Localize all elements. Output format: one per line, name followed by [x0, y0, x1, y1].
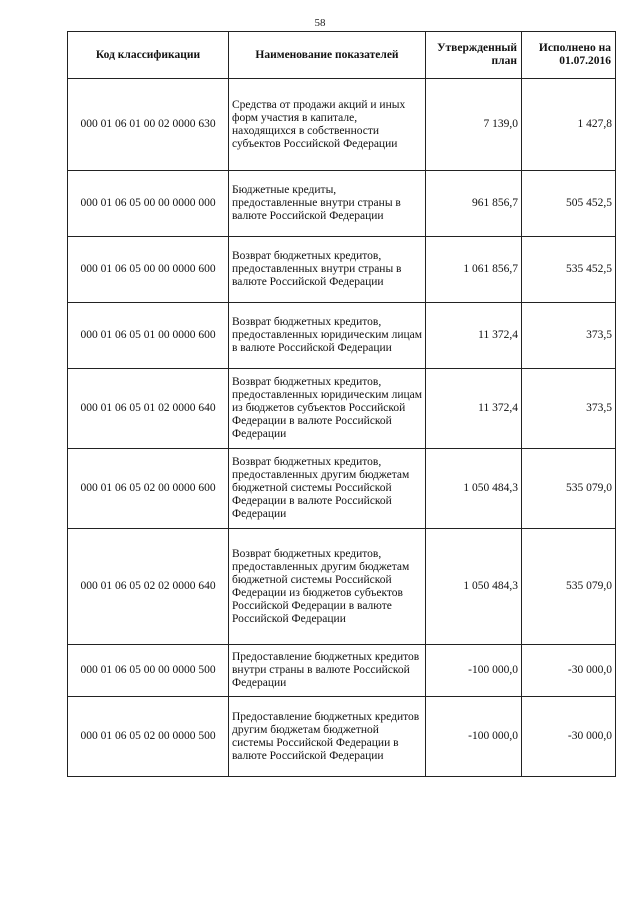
row-name: Предоставление бюджетных кредитов внутри страны в валюте Российской Федерации	[229, 645, 426, 697]
header-row	[68, 32, 616, 79]
table-row	[68, 697, 616, 777]
row-code: 000 01 06 01 00 02 0000 630	[68, 79, 229, 171]
row-code: 000 01 06 05 00 00 0000 000	[68, 171, 229, 237]
header-done	[522, 32, 616, 79]
row-plan: 1 050 484,3	[426, 529, 522, 645]
row-done: 373,5	[522, 303, 616, 369]
row-plan: 1 050 484,3	[426, 449, 522, 529]
header-name: Наименование показателей	[229, 32, 426, 79]
row-code: 000 01 06 05 02 02 0000 640	[68, 529, 229, 645]
table-row	[68, 529, 616, 645]
budget-table	[67, 31, 616, 777]
table-header	[68, 32, 616, 79]
table-row	[68, 171, 616, 237]
row-plan: 11 372,4	[426, 303, 522, 369]
row-done: 505 452,5	[522, 171, 616, 237]
row-done: -30 000,0	[522, 697, 616, 777]
row-code: 000 01 06 05 00 00 0000 600	[68, 237, 229, 303]
row-plan: -100 000,0	[426, 645, 522, 697]
row-code: 000 01 06 05 02 00 0000 500	[68, 697, 229, 777]
table-row	[68, 369, 616, 449]
header-plan	[426, 32, 522, 79]
row-done: 535 079,0	[522, 529, 616, 645]
row-plan: 7 139,0	[426, 79, 522, 171]
row-name: Возврат бюджетных кредитов, предоставленных юридическим лицам в валюте Российской Федерации	[229, 303, 426, 369]
row-done: 535 079,0	[522, 449, 616, 529]
table-row	[68, 645, 616, 697]
row-plan: 1 061 856,7	[426, 237, 522, 303]
row-done: 535 452,5	[522, 237, 616, 303]
table-row	[68, 303, 616, 369]
row-code: 000 01 06 05 00 00 0000 500	[68, 645, 229, 697]
row-name: Возврат бюджетных кредитов, предоставленных внутри страны в валюте Российской Федерации	[229, 237, 426, 303]
row-name: Средства от продажи акций и иных форм участия в капитале, находящихся в собственности субъектов Российской Федерации	[229, 79, 426, 171]
row-name: Возврат бюджетных кредитов, предоставленных другим бюджетам бюджетной системы Российской Федерации в валюте Российской Федерации	[229, 449, 426, 529]
row-code: 000 01 06 05 01 02 0000 640	[68, 369, 229, 449]
row-code: 000 01 06 05 01 00 0000 600	[68, 303, 229, 369]
table-row	[68, 79, 616, 171]
row-done: 373,5	[522, 369, 616, 449]
row-plan: 11 372,4	[426, 369, 522, 449]
row-plan: -100 000,0	[426, 697, 522, 777]
row-done: -30 000,0	[522, 645, 616, 697]
row-code: 000 01 06 05 02 00 0000 600	[68, 449, 229, 529]
row-name: Возврат бюджетных кредитов, предоставленных другим бюджетам бюджетной системы Российской Федерации из бюджетов субъектов Российской Федерации в валюте Российской Федерации	[229, 529, 426, 645]
header-done-line2: 01.07.2016	[559, 55, 611, 67]
row-name: Возврат бюджетных кредитов, предоставленных юридическим лицам из бюджетов субъектов Российской Федерации в валюте Российской Федерации	[229, 369, 426, 449]
header-code: Код классификации	[68, 32, 229, 79]
row-plan: 961 856,7	[426, 171, 522, 237]
page-number: 58	[314, 17, 326, 29]
table-row	[68, 449, 616, 529]
row-name: Предоставление бюджетных кредитов другим бюджетам бюджетной системы Российской Федерации в валюте Российской Федерации	[229, 697, 426, 777]
row-name: Бюджетные кредиты, предоставленные внутри страны в валюте Российской Федерации	[229, 171, 426, 237]
header-plan-line1: Утвержденный	[437, 42, 517, 54]
header-plan-line2: план	[491, 55, 517, 67]
row-done: 1 427,8	[522, 79, 616, 171]
table-row	[68, 237, 616, 303]
table-body	[68, 79, 616, 777]
header-done-line1: Исполнено на	[538, 42, 611, 54]
